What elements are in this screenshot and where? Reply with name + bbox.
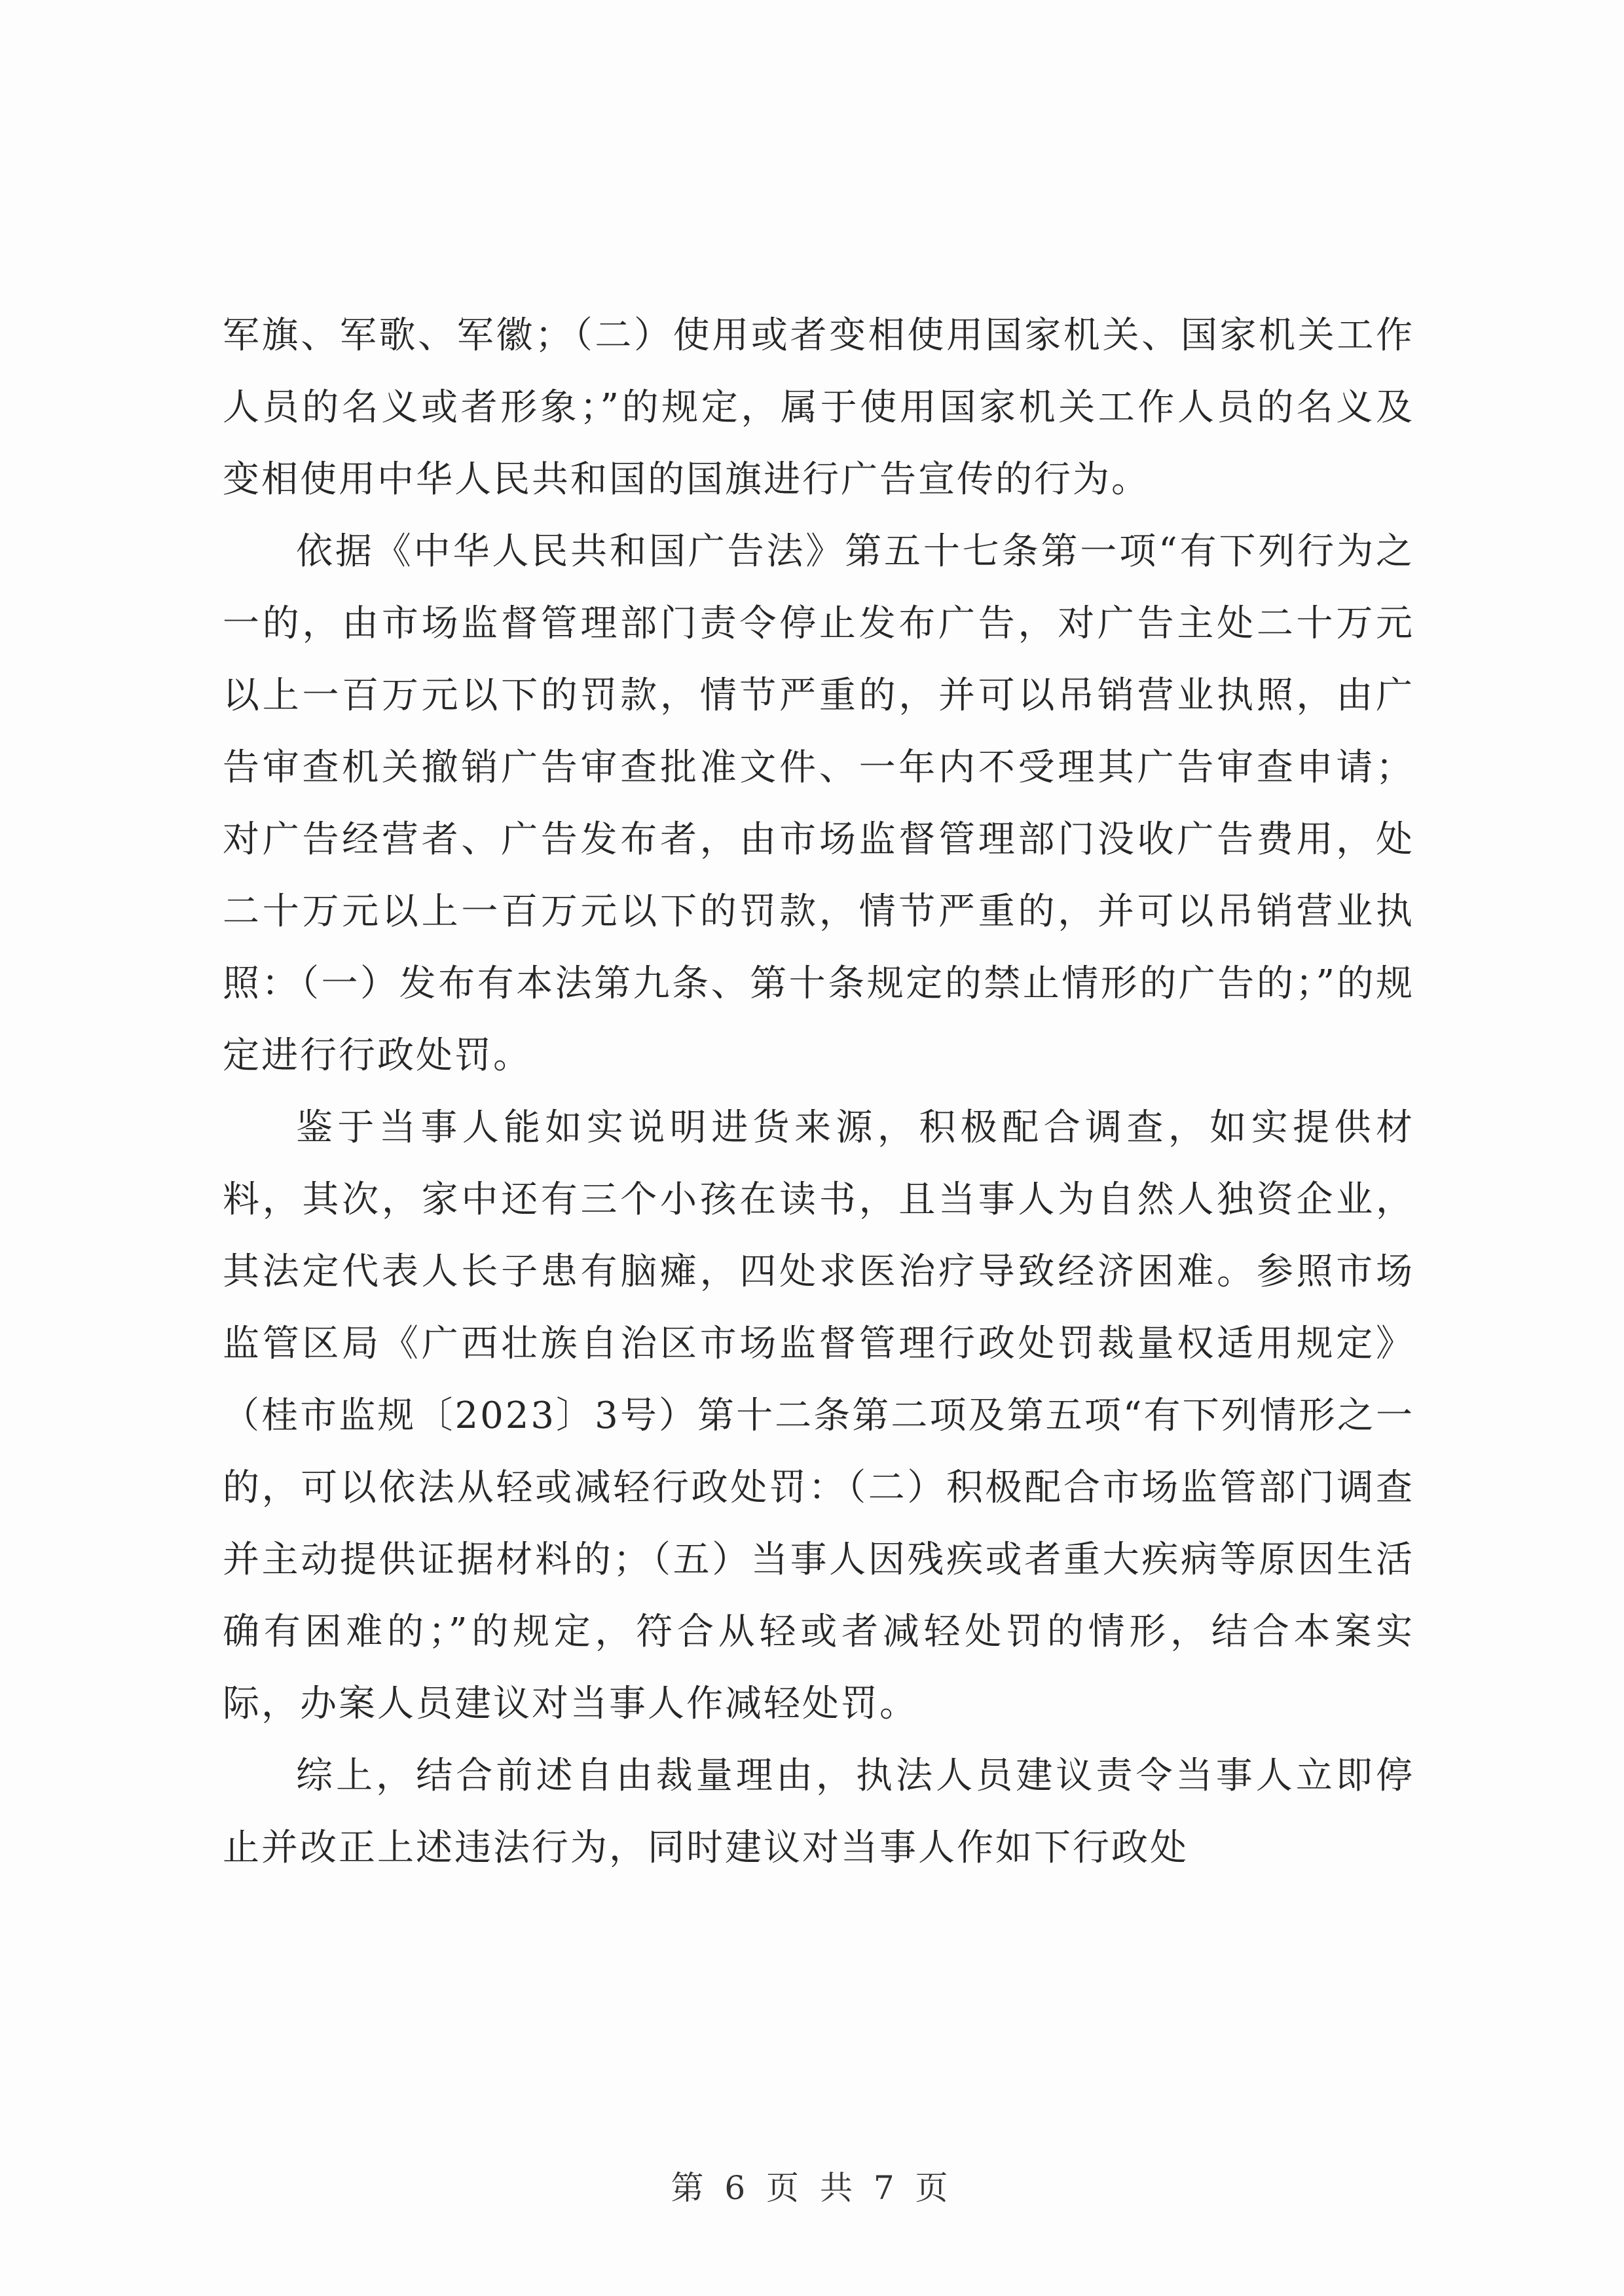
paragraph-conclusion: 综上，结合前述自由裁量理由，执法人员建议责令当事人立即停止并改正上述违法行为，同时建议对当事人作如下行政处: [223, 1755, 1414, 1869]
page-number-footer: 第 6 页 共 7 页: [671, 2169, 953, 2207]
paragraph-legal-basis: 依据《中华人民共和国广告法》第五十七条第一项“有下列行为之一的，由市场监督管理部门责令停止发布广告，对广告主处二十万元以上一百万元以下的罚款，情节严重的，并可以吊销营业执照，由广告审查机关撤销广告审查批准文件、一年内不受理其广告审查申请；对广告经营者、广告发布者，由市场监督管理部门没收广告费用，处二十万元以上一百万元以下的罚款，情节严重的，并可以吊销营业执照：（一）发布有本法第九条、第十条规定的禁止情形的广告的；”的规定进行行政处罚。: [223, 530, 1414, 1077]
paragraph-mitigation: 鉴于当事人能如实说明进货来源，积极配合调查，如实提供材料，其次，家中还有三个小孩在读书，且当事人为自然人独资企业，其法定代表人长子患有脑瘫，四处求医治疗导致经济困难。参照市场监管区局《广西壮族自治区市场监督管理行政处罚裁量权适用规定》（桂市监规〔2023〕3号）第十二条第二项及第五项“有下列情形之一的，可以依法从轻或减轻行政处罚：（二）积极配合市场监管部门调查并主动提供证据材料的；（五）当事人因残疾或者重大疾病等原因生活确有困难的；”的规定，符合从轻或者减轻处罚的情形，结合本案实际，办案人员建议对当事人作减轻处罚。: [223, 1106, 1414, 1725]
paragraph-continuation: 军旗、军歌、军徽；（二）使用或者变相使用国家机关、国家机关工作人员的名义或者形象；”的规定，属于使用国家机关工作人员的名义及变相使用中华人民共和国的国旗进行广告宣传的行为。: [223, 314, 1414, 501]
document-body: [223, 300, 1414, 1884]
